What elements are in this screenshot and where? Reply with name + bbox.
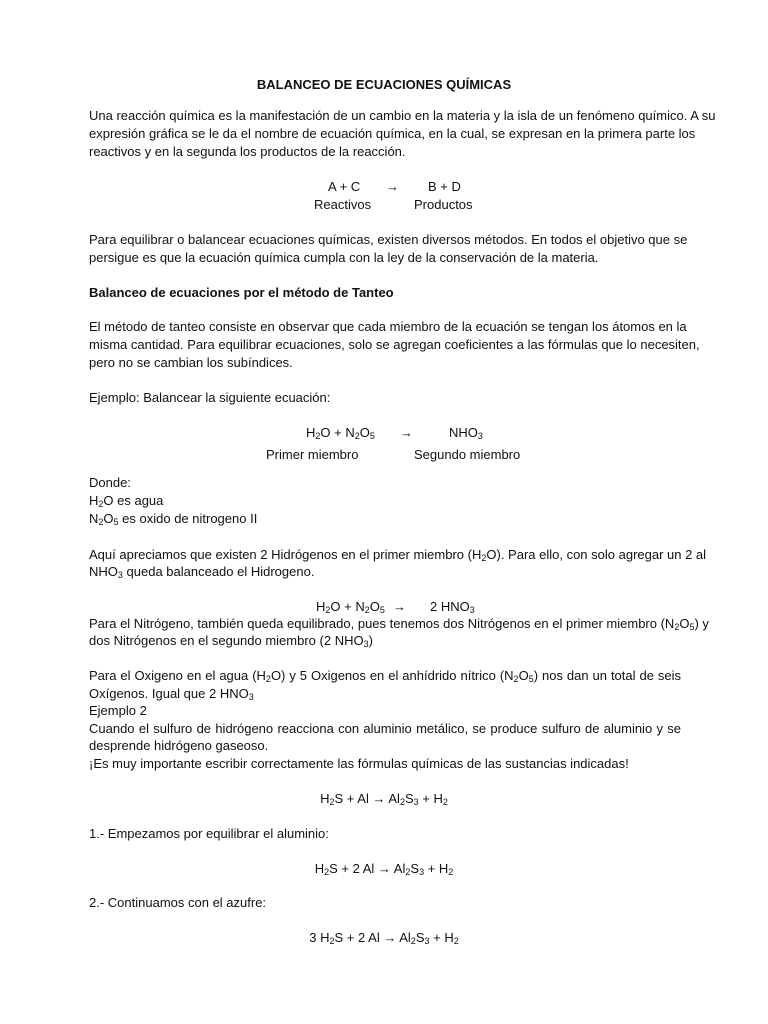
tanteo-heading: Balanceo de ecuaciones por el método de Tanteo [89, 285, 394, 300]
balanced-eq-left: $H_2O + N_2O_5$ [316, 599, 385, 615]
oxygen-line-1: Para el Oxigeno en el agua $(H_2O)$ y 5 Oxigenos en el anhídrido nítrico $(N_2O_5)$ nos dan un total de seis [89, 668, 681, 684]
example-eq-right: $NHO_3$ [449, 425, 483, 441]
tanteo-line-1: El método de tanteo consiste en observar que cada miembro de la ecuación se tengan los átomos en la [89, 319, 687, 334]
equation-step-1: $H_2S + 2$ $Al \to Al_2S_3 + H_2$ [314, 861, 454, 877]
step-1: 1.- Empezamos por equilibrar el aluminio: [89, 826, 329, 841]
reactivos-label: Reactivos [314, 197, 372, 212]
intro-line-2: expresión gráfica se le da el nombre de ecuación química, en la cual, se expresan en la primera parte los [89, 126, 696, 141]
arrow-icon: → [377, 861, 391, 876]
arrow-icon: → [400, 425, 413, 440]
water-definition: $H_2O$ es agua [89, 493, 164, 509]
equation-step-2: 3 $H_2S + 2$ $Al \to Al_2S_3 + H_2$ [309, 930, 459, 946]
donde-label: Donde: [89, 475, 131, 490]
example-eq-left: $H_2O + N_2O_5$ [306, 425, 375, 441]
arrow-icon: → [393, 599, 406, 614]
page-title: BALANCEO DE ECUACIONES QUÍMICAS [256, 77, 512, 92]
equation-unbalanced: $H_2S + Al \to Al_2S_3 + H_2$ [320, 791, 448, 807]
methods-line-1: Para equilibrar o balancear ecuaciones químicas, existen diversos métodos. En todos el objetivo que se [89, 232, 688, 247]
arrow-icon: → [386, 179, 399, 194]
n2o5-definition: $N_2O_5$ es oxido de nitrogeno II [89, 511, 258, 527]
arrow-icon: → [372, 791, 386, 806]
step-2: 2.- Continuamos con el azufre: [89, 895, 267, 910]
hydrogen-line-1: Aquí apreciamos que existen 2 Hidrógenos en el primer miembro $(H_2O)$. Para ello, con solo agregar un 2 al [89, 547, 707, 563]
methods-line-2: persigue es que la ecuación química cumpla con la ley de la conservación de la materia. [89, 250, 599, 265]
balanced-eq-right: 2 $HNO_3$ [430, 599, 475, 615]
example2-line-1: Cuando el sulfuro de hidrógeno reacciona con aluminio metálico, se produce sulfuro de aluminio y se [89, 721, 681, 736]
generic-eq-right: B + D [428, 179, 461, 194]
primer-miembro-label: Primer miembro [266, 447, 359, 462]
oxygen-line-2: Oxígenos. Igual que 2 $HNO_3$ [89, 686, 254, 702]
intro-line-1: Una reacción química es la manifestación de un cambio en la materia y la isla de un fenómeno químico. A su [89, 108, 716, 123]
nitrogen-line-2: dos Nitrógenos en el segundo miembro (2 $NHO_3$) [89, 633, 373, 649]
example2-line-3: ¡Es muy importante escribir correctamente las fórmulas químicas de las sustancias indicadas! [89, 756, 629, 771]
intro-line-3: reactivos y en la segunda los productos de la reacción. [89, 144, 406, 159]
tanteo-line-3: pero no se cambian los subíndices. [89, 355, 293, 370]
arrow-icon: → [383, 930, 397, 945]
example2-label: Ejemplo 2 [89, 703, 147, 718]
segundo-miembro-label: Segundo miembro [414, 447, 521, 462]
generic-eq-left: A + C [328, 179, 361, 194]
productos-label: Productos [414, 197, 473, 212]
nitrogen-line-1: Para el Nitrógeno, también queda equilibrado, pues tenemos dos Nitrógenos en el primer miembro $(N_2O_5)$ y [89, 616, 709, 632]
example2-line-2: desprende hidrógeno gaseoso. [89, 738, 269, 753]
tanteo-line-2: misma cantidad. Para equilibrar ecuaciones, solo se agregan coeficientes a las fórmulas que lo necesiten, [89, 337, 700, 352]
example-label: Ejemplo: Balancear la siguiente ecuación: [89, 390, 331, 405]
hydrogen-line-2: $NHO_3$ queda balanceado el Hidrogeno. [89, 564, 315, 580]
